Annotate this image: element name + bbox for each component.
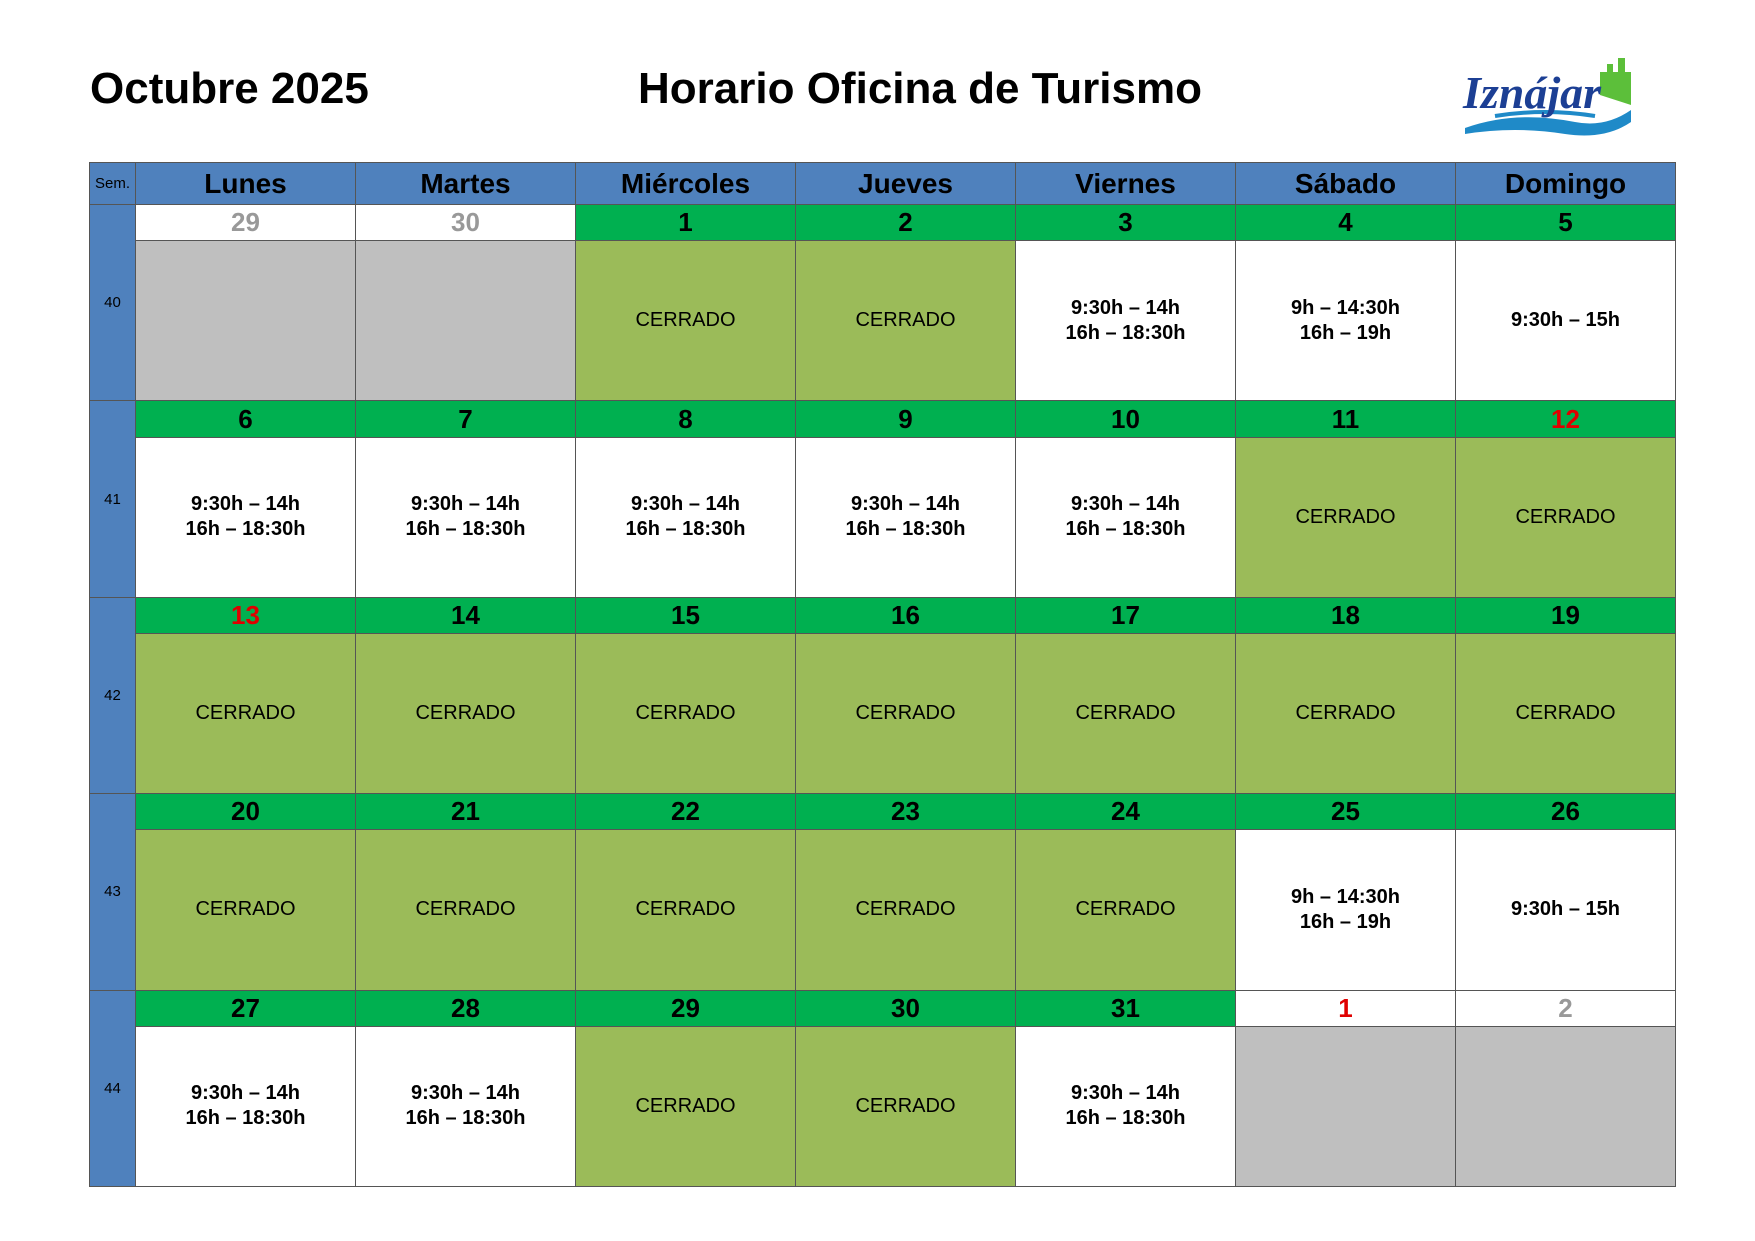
- day-header: Miércoles: [576, 163, 796, 205]
- day-number: 10: [1016, 401, 1236, 437]
- closed-cell: [136, 830, 356, 990]
- hours-line: 9:30h – 14h: [411, 1082, 520, 1105]
- week-number: 40: [90, 205, 136, 401]
- date-row: [90, 597, 1676, 633]
- closed-label: CERRADO: [415, 898, 516, 921]
- day-number: 7: [356, 401, 576, 437]
- hours-line: 9:30h – 14h: [851, 493, 960, 516]
- hours-line: 16h – 19h: [1299, 910, 1392, 933]
- hours-line: 16h – 18:30h: [1065, 1107, 1186, 1130]
- hours-line: 9:30h – 14h: [411, 493, 520, 516]
- closed-cell: [1236, 634, 1456, 794]
- hours-line: 16h – 18:30h: [845, 518, 966, 541]
- hours-cell: [356, 1026, 576, 1186]
- closed-label: CERRADO: [855, 702, 956, 725]
- schedule-row: [90, 830, 1676, 990]
- hours-cell: [796, 437, 1016, 597]
- schedule-row: [90, 437, 1676, 597]
- week-column-header: Sem.: [90, 163, 136, 205]
- hours-line: 16h – 18:30h: [625, 518, 746, 541]
- week-number: 41: [90, 401, 136, 597]
- closed-cell: [1236, 437, 1456, 597]
- closed-cell: [1456, 634, 1676, 794]
- day-number: 12: [1456, 401, 1676, 437]
- hours-line: 9h – 14:30h: [1291, 885, 1400, 908]
- closed-label: CERRADO: [855, 1094, 956, 1117]
- closed-label: CERRADO: [635, 898, 736, 921]
- closed-label: CERRADO: [1515, 702, 1616, 725]
- day-number: 11: [1236, 401, 1456, 437]
- schedule-row: [90, 1026, 1676, 1186]
- closed-cell: [796, 1026, 1016, 1186]
- schedule-calendar: [89, 162, 1676, 1187]
- empty-cell: [136, 241, 356, 401]
- day-number: 21: [356, 794, 576, 830]
- closed-cell: [136, 634, 356, 794]
- day-number: 19: [1456, 597, 1676, 633]
- closed-label: CERRADO: [1515, 505, 1616, 528]
- hours-line: 9:30h – 14h: [1071, 296, 1180, 319]
- month-title: Octubre 2025: [90, 64, 369, 113]
- day-number: 30: [796, 990, 1016, 1026]
- hours-line: 16h – 18:30h: [1065, 321, 1186, 344]
- hours-line: 16h – 19h: [1299, 321, 1392, 344]
- closed-label: CERRADO: [1295, 702, 1396, 725]
- hours-cell: [576, 437, 796, 597]
- day-number: 2: [796, 205, 1016, 241]
- iznajar-logo: [1455, 50, 1670, 140]
- closed-cell: [796, 830, 1016, 990]
- hours-line: 16h – 18:30h: [185, 1107, 306, 1130]
- closed-cell: [796, 241, 1016, 401]
- hours-line: 16h – 18:30h: [405, 1107, 526, 1130]
- day-number: 26: [1456, 794, 1676, 830]
- day-header: Sábado: [1236, 163, 1456, 205]
- hours-line: 9:30h – 15h: [1511, 898, 1620, 921]
- hours-line: 9:30h – 14h: [191, 493, 300, 516]
- day-number: 3: [1016, 205, 1236, 241]
- hours-cell: [1016, 437, 1236, 597]
- day-number: 14: [356, 597, 576, 633]
- day-number: 15: [576, 597, 796, 633]
- date-row: [90, 990, 1676, 1026]
- day-header: Martes: [356, 163, 576, 205]
- empty-cell: [1456, 1026, 1676, 1186]
- day-number: 6: [136, 401, 356, 437]
- hours-line: 16h – 18:30h: [405, 518, 526, 541]
- closed-label: CERRADO: [855, 309, 956, 332]
- hours-cell: [1456, 241, 1676, 401]
- day-header: Viernes: [1016, 163, 1236, 205]
- day-number: 23: [796, 794, 1016, 830]
- day-number: 29: [576, 990, 796, 1026]
- empty-cell: [1236, 1026, 1456, 1186]
- day-number: 27: [136, 990, 356, 1026]
- day-number: 16: [796, 597, 1016, 633]
- closed-cell: [576, 241, 796, 401]
- day-number: 22: [576, 794, 796, 830]
- weekday-header-row: [90, 163, 1676, 205]
- date-row: [90, 794, 1676, 830]
- hours-line: 9:30h – 14h: [1071, 493, 1180, 516]
- hours-cell: [1456, 830, 1676, 990]
- closed-label: CERRADO: [635, 1094, 736, 1117]
- hours-cell: [1236, 830, 1456, 990]
- closed-cell: [576, 634, 796, 794]
- day-number: 29: [136, 205, 356, 241]
- closed-cell: [576, 830, 796, 990]
- day-number: 28: [356, 990, 576, 1026]
- day-number: 17: [1016, 597, 1236, 633]
- closed-label: CERRADO: [195, 898, 296, 921]
- schedule-row: [90, 241, 1676, 401]
- day-number: 18: [1236, 597, 1456, 633]
- page-title: Horario Oficina de Turismo: [638, 64, 1202, 113]
- hours-line: 16h – 18:30h: [185, 518, 306, 541]
- day-number: 2: [1456, 990, 1676, 1026]
- hours-line: 9:30h – 14h: [631, 493, 740, 516]
- day-number: 9: [796, 401, 1016, 437]
- closed-cell: [576, 1026, 796, 1186]
- day-header: Domingo: [1456, 163, 1676, 205]
- closed-label: CERRADO: [635, 309, 736, 332]
- hours-cell: [136, 437, 356, 597]
- closed-cell: [1456, 437, 1676, 597]
- day-number: 8: [576, 401, 796, 437]
- day-number: 30: [356, 205, 576, 241]
- day-header: Lunes: [136, 163, 356, 205]
- week-number: 44: [90, 990, 136, 1186]
- hours-line: 16h – 18:30h: [1065, 518, 1186, 541]
- closed-label: CERRADO: [195, 702, 296, 725]
- closed-label: CERRADO: [415, 702, 516, 725]
- hours-line: 9:30h – 15h: [1511, 309, 1620, 332]
- empty-cell: [356, 241, 576, 401]
- hours-line: 9h – 14:30h: [1291, 296, 1400, 319]
- hours-cell: [356, 437, 576, 597]
- week-number: 43: [90, 794, 136, 990]
- hours-cell: [1236, 241, 1456, 401]
- schedule-row: [90, 634, 1676, 794]
- closed-label: CERRADO: [1295, 505, 1396, 528]
- hours-line: 9:30h – 14h: [191, 1082, 300, 1105]
- day-number: 31: [1016, 990, 1236, 1026]
- hours-cell: [136, 1026, 356, 1186]
- closed-label: CERRADO: [855, 898, 956, 921]
- closed-cell: [1016, 634, 1236, 794]
- week-number: 42: [90, 597, 136, 793]
- closed-label: CERRADO: [635, 702, 736, 725]
- closed-cell: [356, 634, 576, 794]
- closed-cell: [1016, 830, 1236, 990]
- day-number: 1: [1236, 990, 1456, 1026]
- closed-label: CERRADO: [1075, 702, 1176, 725]
- svg-text:Iznájar: Iznájar: [1463, 67, 1602, 118]
- hours-line: 9:30h – 14h: [1071, 1082, 1180, 1105]
- day-number: 4: [1236, 205, 1456, 241]
- hours-cell: [1016, 1026, 1236, 1186]
- date-row: [90, 401, 1676, 437]
- date-row: [90, 205, 1676, 241]
- hours-cell: [1016, 241, 1236, 401]
- day-number: 5: [1456, 205, 1676, 241]
- day-header: Jueves: [796, 163, 1016, 205]
- day-number: 20: [136, 794, 356, 830]
- closed-label: CERRADO: [1075, 898, 1176, 921]
- day-number: 1: [576, 205, 796, 241]
- closed-cell: [356, 830, 576, 990]
- day-number: 25: [1236, 794, 1456, 830]
- closed-cell: [796, 634, 1016, 794]
- day-number: 24: [1016, 794, 1236, 830]
- day-number: 13: [136, 597, 356, 633]
